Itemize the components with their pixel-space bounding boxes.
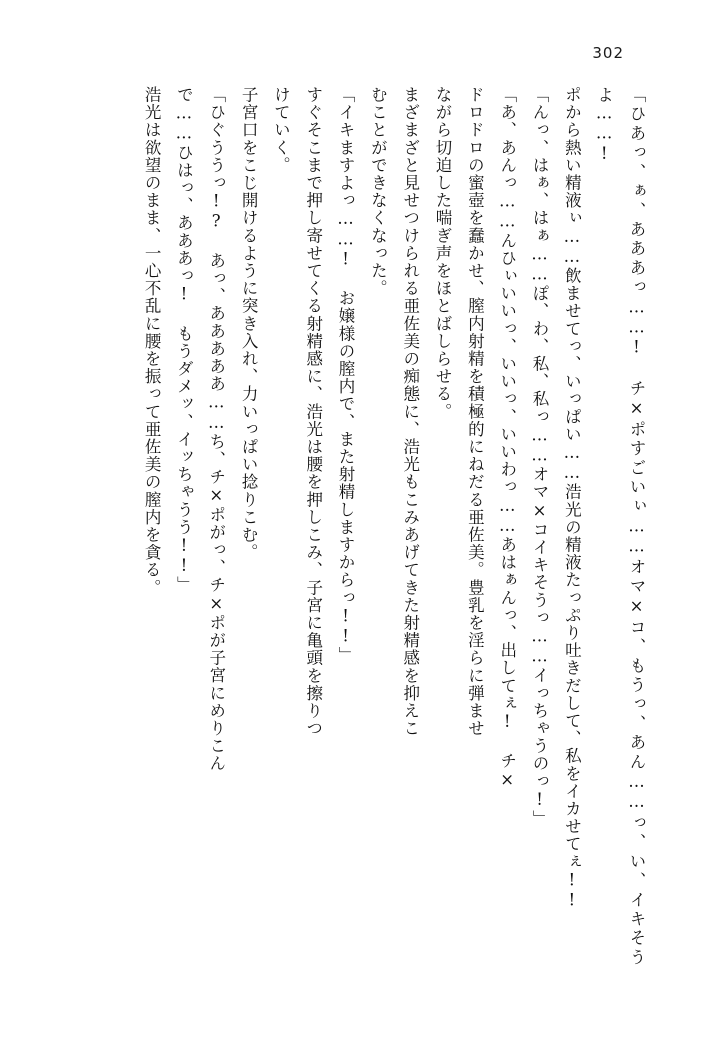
body-line: ポから熱い精液ぃ……飲ませてっ、いっぱい……浩光の精液たっぷり吐きだして、私をイカせてぇ!! [562,86,582,911]
body-text [60,86,652,966]
body-line: 子宮口をこじ開けるように突き入れ、力いっぱい捻りこむ。 [239,86,259,562]
body-line: けていく。 [271,86,291,174]
body-line: まざまざと見せつけられる亜佐美の痴態に、浩光もこみあげてきた射精感を抑えこ [400,86,420,738]
body-line: で……ひはっ、あああっ! もうダメッ、イッちゃうう!!」 [174,86,194,594]
page-number: 302 [592,44,624,62]
body-line: 「んっ、はぁ、はぁ……ぽ、わ、私、私っ……オマ×コイキそうっ……イっちゃうのっ!」 [530,86,550,828]
body-line: 「イキますよっ……! お嬢様の膣内で、また射精しますからっ!!」 [336,86,356,665]
body-line: すぐそこまで押し寄せてくる射精感に、浩光は腰を押しこみ、子宮に亀頭を擦りつ [303,86,323,738]
body-line: ながら切迫した喘ぎ声をほとばしらせる。 [433,86,453,421]
body-line: 「ひぐううっ!? あっ、あああああ……ち、チ×ポがっ、チ×ポが子宮にめりこん [206,86,226,773]
body-line: ドロドロの蜜壺を蠢かせ、膣内射精を積極的にねだる亜佐美。豊乳を淫らに弾ませ [465,86,485,738]
body-line: 浩光は欲望のまま、一心不乱に腰を振って亜佐美の膣内を貪る。 [142,86,162,597]
body-line: 「ひあっ、ぁ、あああっ……! チ×ポすごいぃ……オマ×コ、もうっ、あん……っ、い、イキそうよ……! [594,86,646,966]
body-line: むことができなくなった。 [368,86,388,298]
body-line: 「あ、あんっ……んひぃいいっ、いいっ、いいわっ……あはぁんっ、出してぇ! チ× [497,86,517,790]
